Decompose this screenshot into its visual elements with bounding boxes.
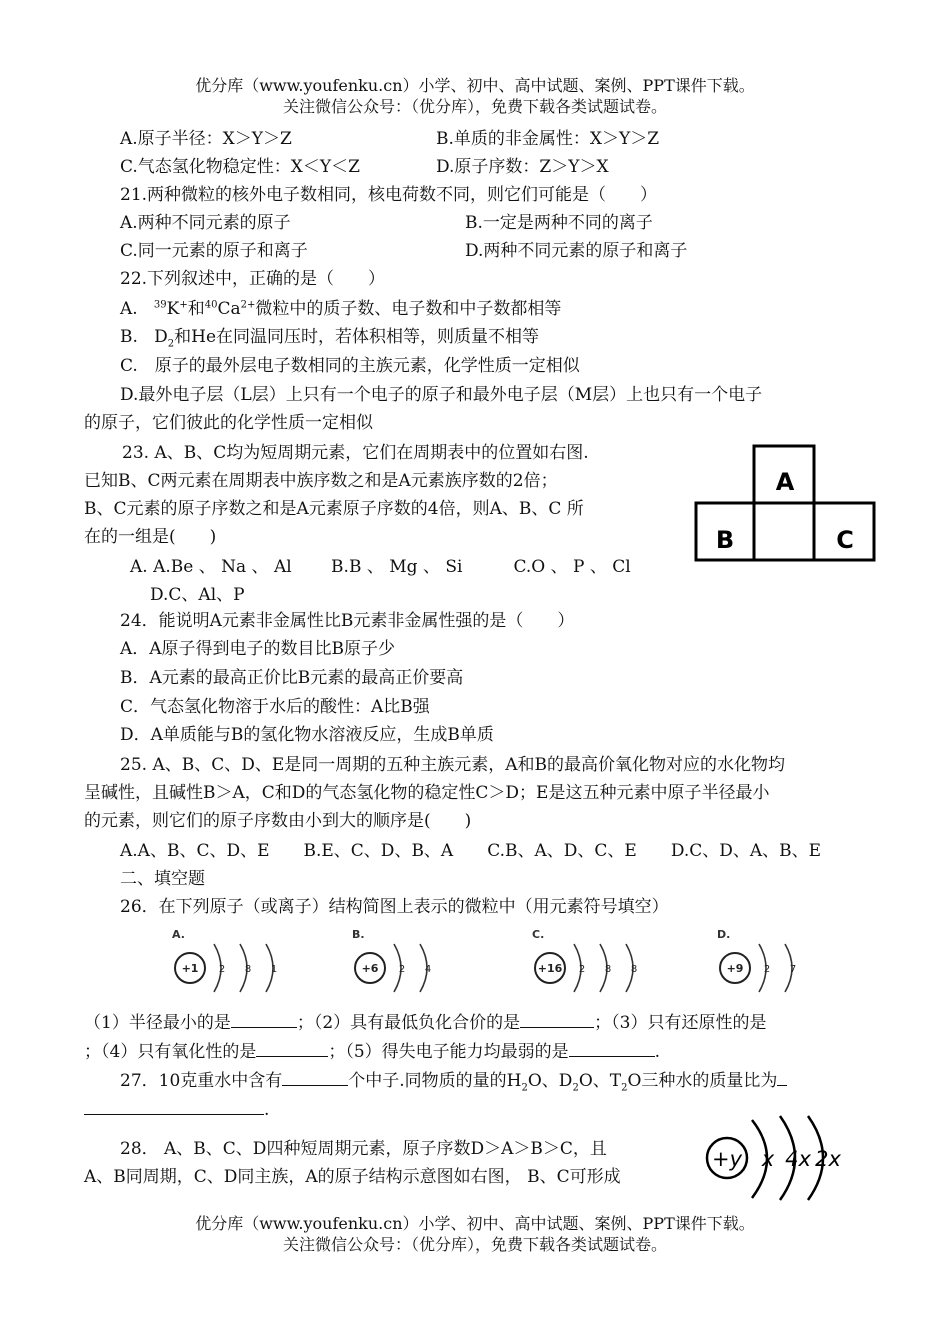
q27-line [120,1068,787,1092]
q21-option-a: A.两种不同元素的原子 [120,213,291,233]
atom-3-shell-count-0: 2 [763,964,771,975]
q28-shell-3: 2x [815,1147,841,1171]
q27-line-2 [84,1097,269,1121]
q21-option-d: D.两种不同元素的原子和离子 [465,241,688,261]
q23-options: A. A.Be 、 Na 、 Al B.B 、 Mg 、 Si C.O 、 P 、 Cl [130,557,631,577]
q26-end: . [654,1042,661,1062]
q24-stem: 24．能说明A元素非金属性比B元素非金属性强的是（ ） [120,611,575,631]
q23-option-d: D.C、Al、P [150,585,245,605]
atom-2-nucleus-charge: +16 [537,962,563,975]
q25-line-3: 的元素，则它们的原子序数由小到大的顺序是( ) [84,811,472,831]
atom-2-shell-count-2: 8 [630,964,638,975]
q27-text-5: O三种水的质量比为 [627,1071,778,1091]
q24-option-a: A．A原子得到电子的数目比B原子少 [120,639,396,659]
q26-part-4: ；（4）只有氧化性的是 [84,1042,257,1062]
q26-blanks-line-1 [84,1010,766,1034]
q25-line-2: 呈碱性，且碱性B＞A，C和D的气态氢化物的稳定性C＞D；E是这五种元素中原子半径最小 [84,783,770,803]
q22-option-c: C. 原子的最外层电子数相同的主族元素，化学性质一定相似 [120,356,580,376]
atom-1-label: B. [352,928,365,941]
atom-2-shell-count-1: 8 [604,964,612,975]
q26-blanks-line-2 [84,1039,660,1063]
atom-structure-diagrams [150,924,820,1004]
q25-options: A.A、B、C、D、E B.E、C、D、B、A C.B、A、D、C、E D.C、D、A、B、E [120,841,822,861]
q20-option-c: C.气态氢化物稳定性：X＜Y＜Z [120,157,360,177]
header-line-2: 关注微信公众号：（优分库），免费下载各类试题试卷。 [282,97,667,116]
q26-blank-5[interactable] [569,1039,655,1057]
q20-option-b: B.单质的非金属性：X＞Y＞Z [436,129,660,149]
q24-option-c: C．气态氢化物溶于水后的酸性：A比B强 [120,697,430,717]
q28-shell-2: 4x [785,1147,811,1171]
q27-sub-1: 2 [521,1082,528,1094]
q27-sub-3: 2 [621,1082,628,1094]
q24-option-b: B．A元素的最高正价比B元素的最高正价要高 [120,668,464,688]
q27-text-1: 27．10克重水中含有 [120,1071,283,1091]
q23-line-4: 在的一组是( ) [84,527,217,547]
atom-1-shell-count-0: 2 [398,964,406,975]
atom-3-nucleus-charge: +9 [726,962,744,975]
q26-blank-4[interactable] [256,1039,328,1057]
header-line-1: 优分库（www.youfenku.cn）小学、初中、高中试题、案例、PPT课件下载。 [195,76,755,95]
q22-b-d: D [154,327,168,347]
atom-0-label: A. [172,928,185,941]
q23-line-2: 已知B、C两元素在周期表中族序数之和是A元素族序数的2倍； [84,471,558,491]
q22-a-sup-plus: + [179,299,188,311]
q22-a-ca: Ca [217,299,241,319]
q28-shell-1: x [761,1147,775,1171]
atom-0-shell-count-2: 1 [270,964,278,975]
grid-label-c: C [836,526,854,554]
q27-text-2: 个中子.同物质的量的H [348,1071,522,1091]
q28-nucleus-label: +y [711,1147,743,1171]
atom-1-nucleus-charge: +6 [361,962,379,975]
q24-option-d: D．A单质能与B的氢化物水溶液反应，生成B单质 [120,725,494,745]
footer-line-2: 关注微信公众号：（优分库），免费下载各类试题试卷。 [282,1235,667,1254]
q21-option-c: C.同一元素的原子和离子 [120,241,308,261]
q22-a-sup-39: 39 [153,299,167,311]
q22-b-prefix: B. [120,327,138,347]
q20-option-d: D.原子序数：Z＞Y＞X [436,157,609,177]
periodic-grid-figure [694,444,878,562]
q27-end: . [264,1100,270,1120]
atom-3-label: D. [717,928,731,941]
q26-part-5: ；（5）得失电子能力均最弱的是 [328,1042,569,1062]
q26-part-2: ；（2）具有最低负化合价的是 [296,1013,521,1033]
q28-atom-diagram [700,1108,860,1208]
q25-line-1: 25. A、B、C、D、E是同一周期的五种主族元素，A和B的最高价氧化物对应的水化物均 [120,755,786,775]
q26-blank-1[interactable] [231,1010,297,1028]
q26-part-3: ；（3）只有还原性的是 [594,1013,767,1033]
q28-line-2: A、B同周期，C、D同主族，A的原子结构示意图如右图， B、C可形成 [84,1167,621,1187]
q22-stem: 22.下列叙述中，正确的是（ ） [120,269,386,289]
q27-blank-ratio[interactable] [84,1097,264,1115]
q22-a-k: K [166,299,180,319]
q22-a-text: 微粒中的质子数、电子数和中子数都相等 [255,299,562,319]
atom-2-label: C. [532,928,545,941]
grid-cell-empty [754,503,814,560]
q26-part-1: （1）半径最小的是 [84,1013,231,1033]
q27-blank-neutrons[interactable] [282,1068,348,1086]
q21-option-b: B.一定是两种不同的离子 [465,213,653,233]
q22-a-sup-40: 40 [204,299,218,311]
atom-3-shell-count-1: 7 [789,964,797,975]
grid-label-b: B [715,526,735,554]
q22-a-he: 和 [187,299,205,319]
grid-label-a: A [775,468,795,496]
q26-stem: 26．在下列原子（或离子）结构简图上表示的微粒中（用元素符号填空） [120,897,669,917]
q27-sub-2: 2 [572,1082,579,1094]
q28-line-1: 28． A、B、C、D四种短周期元素，原子序数D＞A＞B＞C，且 [120,1139,607,1159]
q22-a-prefix: A. [120,299,138,319]
atom-0-shell-count-1: 8 [244,964,252,975]
q22-option-a [120,298,561,320]
atom-1-shell-count-1: 4 [424,964,432,975]
q23-line-3: B、C元素的原子序数之和是A元素原子序数的4倍，则A、B、C 所 [84,499,584,519]
q21-stem: 21.两种微粒的核外电子数相同，核电荷数不同，则它们可能是（ ） [120,185,658,205]
q22-option-d-line1: D.最外电子层（L层）上只有一个电子的原子和最外电子层（M层）上也只有一个电子 [120,385,763,405]
q27-blank-ratio-start[interactable] [777,1068,787,1086]
atom-2-shell-count-0: 2 [578,964,586,975]
q27-text-4: O、T [578,1071,622,1091]
footer-line-1: 优分库（www.youfenku.cn）小学、初中、高中试题、案例、PPT课件下载。 [195,1214,755,1233]
q22-a-sup-2plus: 2+ [240,299,256,311]
q23-line-1: 23. A、B、C均为短周期元素，它们在周期表中的位置如右图. [122,443,589,463]
atom-0-shell-count-0: 2 [218,964,226,975]
q22-b-sub: 2 [167,338,175,350]
atom-0-nucleus-charge: +1 [181,962,199,975]
q26-blank-2[interactable] [520,1010,594,1028]
q20-option-a: A.原子半径：X＞Y＞Z [120,129,292,149]
section-fill-in: 二、填空题 [120,869,205,889]
q27-text-3: O、D [527,1071,573,1091]
q22-option-b [120,326,539,348]
q22-option-d-line2: 的原子，它们彼此的化学性质一定相似 [84,413,373,433]
q22-b-text: 和He在同温同压时，若体积相等，则质量不相等 [174,327,540,347]
